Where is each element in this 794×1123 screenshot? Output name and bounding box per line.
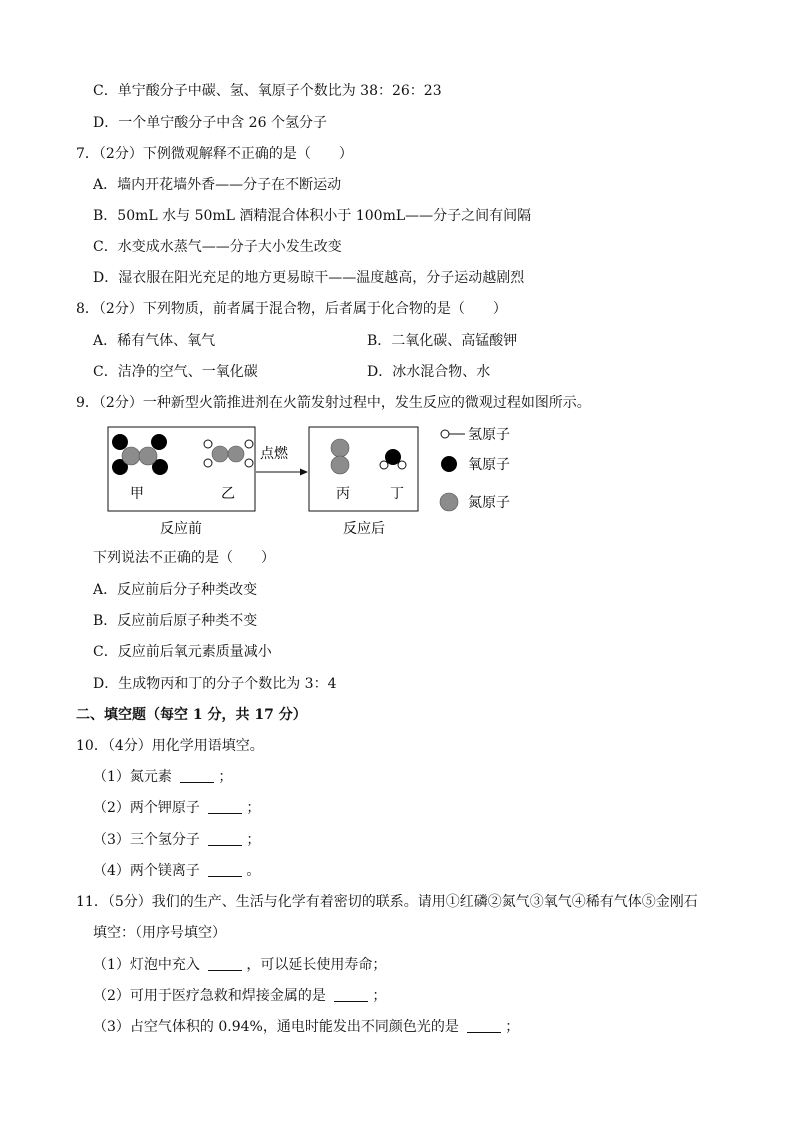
- molecule-jia: [112, 434, 168, 475]
- q11-item: （1）灯泡中充入 ，可以延长使用寿命；: [93, 957, 387, 973]
- nitrogen-atom: [139, 447, 157, 465]
- q10-stem: 10．（4分）用化学用语填空。: [76, 738, 264, 754]
- nitrogen-atom: [331, 439, 349, 457]
- nitrogen-atom: [331, 456, 349, 474]
- arrow-label: 点燃: [260, 446, 288, 462]
- caption-before: 反应前: [160, 521, 202, 537]
- q10-item: （3）三个氢分子 ；: [93, 832, 261, 848]
- hydrogen-atom: [380, 461, 388, 469]
- answer-blank[interactable]: [334, 987, 368, 1002]
- oxygen-atom: [385, 449, 401, 465]
- q9-option-d: D．生成物丙和丁的分子个数比为 3：4: [93, 676, 337, 692]
- label-ding: 丁: [390, 486, 404, 502]
- q10-item: （2）两个钾原子 ；: [93, 800, 261, 816]
- hydrogen-atom: [398, 461, 406, 469]
- q9-option-c: C．反应前后氧元素质量减小: [93, 644, 272, 660]
- q11-item: （3）占空气体积的 0.94%，通电时能发出不同颜色光的是 ；: [93, 1019, 520, 1035]
- answer-blank[interactable]: [208, 956, 242, 971]
- answer-blank[interactable]: [467, 1018, 501, 1033]
- molecule-bing: [331, 439, 349, 474]
- q11-stem-line2: 填空：（用序号填空）: [93, 925, 226, 941]
- q7-option-d: D．湿衣服在阳光充足的地方更易晾干——温度越高，分子运动越剧烈: [93, 270, 525, 286]
- q9-sub-stem: 下列说法不正确的是（ ）: [93, 550, 275, 566]
- q9-stem: 9．（2分）一种新型火箭推进剂在火箭发射过程中，发生反应的微观过程如图所示。: [76, 395, 591, 411]
- reaction-diagram: [0, 420, 794, 550]
- label-jia: 甲: [130, 486, 144, 502]
- legend-nitrogen: [440, 493, 510, 511]
- q10-item: （4）两个镁离子 。: [93, 863, 261, 879]
- q9-option-b: B．反应前后原子种类不变: [93, 613, 258, 629]
- hydrogen-atom: [245, 440, 253, 448]
- label-bing: 丙: [336, 486, 350, 502]
- nitrogen-atom: [212, 446, 228, 462]
- hydrogen-atom: [245, 459, 253, 467]
- legend-hydrogen-label: 氢原子: [468, 427, 510, 443]
- q7-option-a: A．墙内开花墙外香——分子在不断运动: [93, 177, 342, 193]
- q7-option-c: C．水变成水蒸气——分子大小发生改变: [93, 239, 342, 255]
- oxygen-atom: [151, 434, 167, 450]
- q8-option-b: B．二氧化碳、高锰酸钾: [367, 333, 518, 349]
- answer-blank[interactable]: [208, 862, 242, 877]
- oxygen-atom: [441, 456, 457, 472]
- q8-option-d: D．冰水混合物、水: [367, 364, 491, 380]
- legend-hydrogen: [441, 427, 510, 443]
- q7-stem: 7．（2分）下例微观解释不正确的是（ ）: [76, 146, 353, 162]
- hydrogen-atom: [204, 440, 212, 448]
- q11-stem-line1: 11．（5分）我们的生产、生活与化学有着密切的联系。请用①红磷②氮气③氧气④稀有气体⑤金刚石: [76, 894, 698, 910]
- legend-oxygen-label: 氧原子: [468, 457, 510, 473]
- legend-oxygen: [441, 456, 510, 473]
- section-title: 二、填空题（每空 1 分，共 17 分）: [76, 707, 307, 723]
- label-yi: 乙: [221, 486, 235, 502]
- nitrogen-atom: [440, 493, 458, 511]
- q8-option-c: C．洁净的空气、一氧化碳: [93, 364, 258, 380]
- q7-option-b: B．50mL 水与 50mL 酒精混合体积小于 100mL——分子之间有间隔: [93, 208, 532, 224]
- oxygen-atom: [112, 434, 128, 450]
- molecule-ding: [380, 449, 406, 469]
- q10-item: （1）氮元素 ；: [93, 769, 233, 785]
- answer-blank[interactable]: [208, 831, 242, 846]
- caption-after: 反应后: [343, 521, 385, 537]
- nitrogen-atom: [122, 447, 140, 465]
- q8-option-a: A．稀有气体、氧气: [93, 333, 216, 349]
- hydrogen-atom: [441, 430, 449, 438]
- q6-option-d: D．一个单宁酸分子中含 26 个氢分子: [93, 115, 327, 131]
- molecule-yi: [204, 440, 253, 467]
- answer-blank[interactable]: [208, 799, 242, 814]
- q9-option-a: A．反应前后分子种类改变: [93, 582, 258, 598]
- hydrogen-atom: [204, 459, 212, 467]
- legend-nitrogen-label: 氮原子: [468, 495, 510, 511]
- q8-stem: 8．（2分）下列物质，前者属于混合物，后者属于化合物的是（ ）: [76, 301, 507, 317]
- q11-item: （2）可用于医疗急救和焊接金属的是 ；: [93, 988, 387, 1004]
- answer-blank[interactable]: [180, 768, 214, 783]
- q6-option-c: C．单宁酸分子中碳、氢、氧原子个数比为 38：26：23: [93, 83, 442, 99]
- arrow-head: [300, 469, 308, 476]
- nitrogen-atom: [228, 446, 244, 462]
